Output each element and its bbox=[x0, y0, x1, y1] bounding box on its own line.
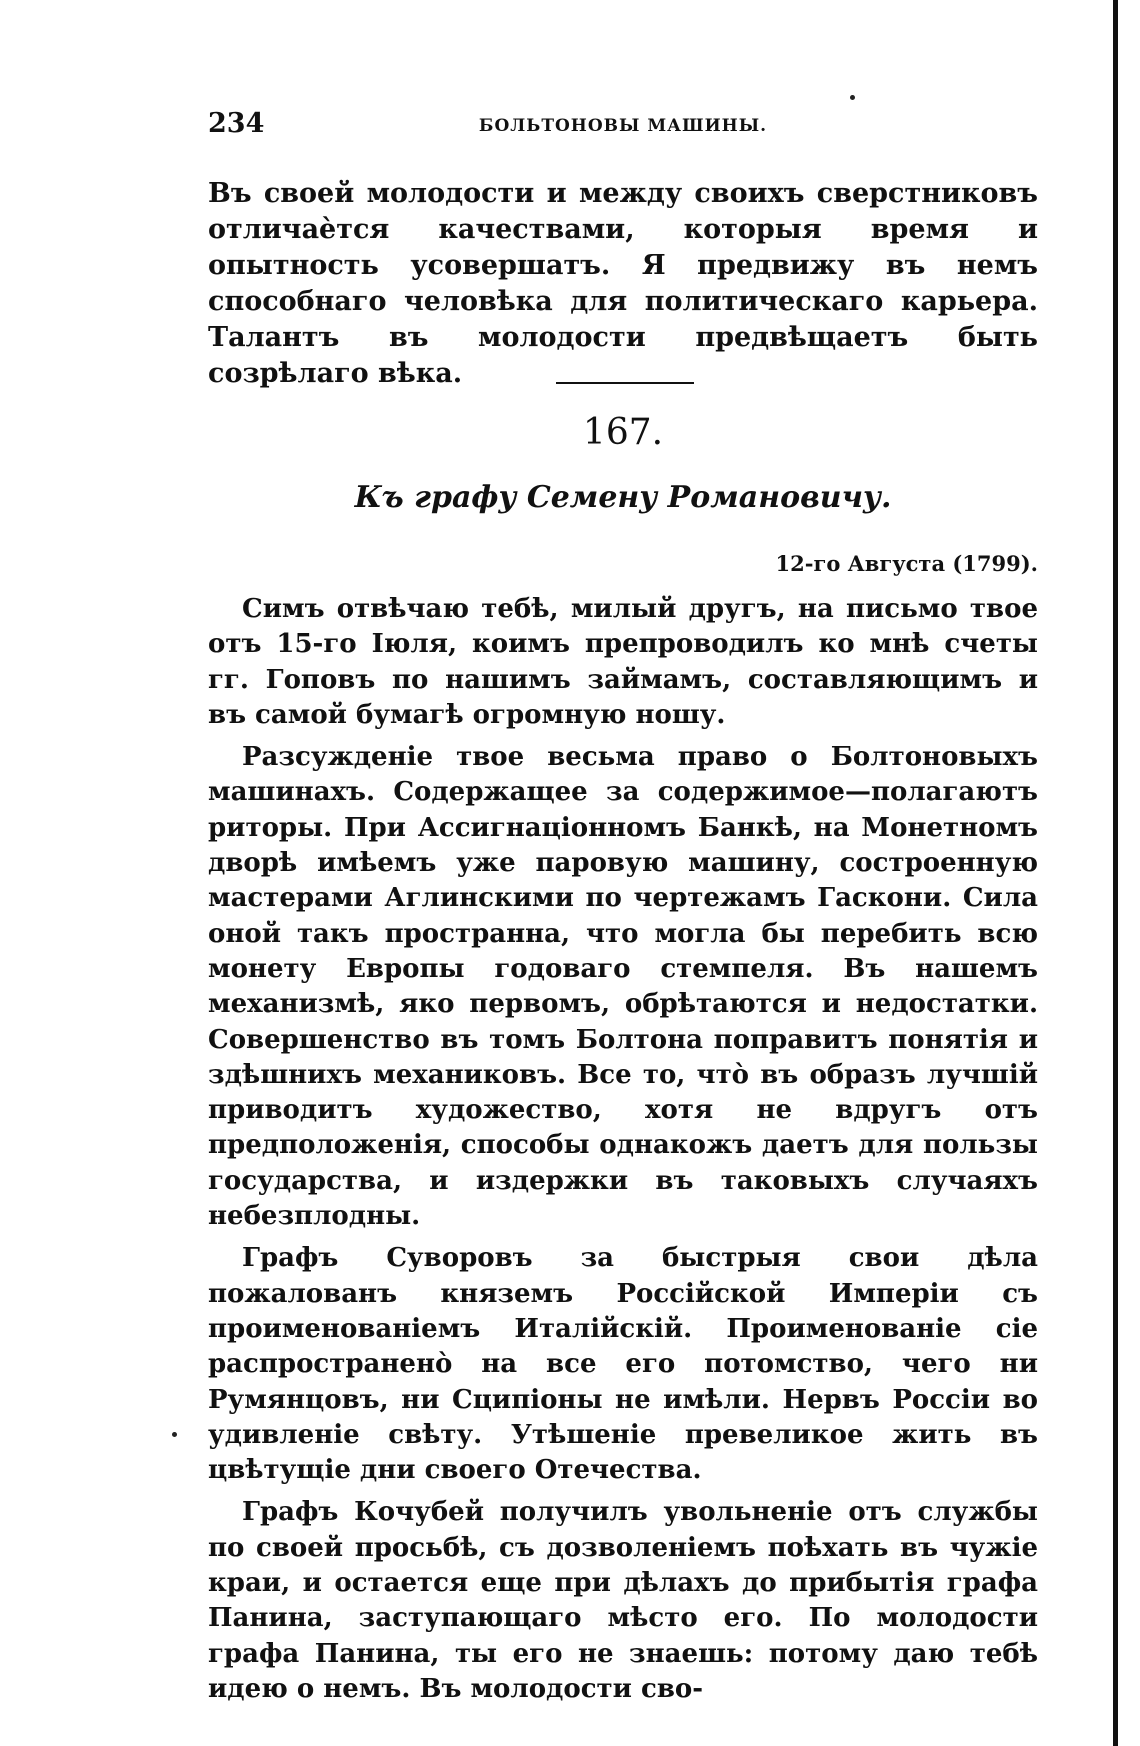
body-paragraph: Графъ Суворовъ за быстрыя свои дѣла пожалованъ княземъ Россійской Имперіи съ проименованіемъ Италійскій. Проименованіе сіе распространенὸ на все его потомство, чего ни Румянцовъ, ни Сципіоны не имѣли. Нервъ Россіи во удивленіе свѣту. Утѣшеніе превеликое жить въ цвѣтущіе дни своего Отечества. bbox=[208, 1243, 1038, 1486]
letter-number: 167. bbox=[582, 412, 664, 453]
print-speck bbox=[850, 95, 855, 100]
running-title: БОЛЬТОНОВЫ МАШИНЫ. bbox=[478, 116, 768, 136]
section-divider bbox=[556, 382, 694, 384]
body-paragraph: Разсужденіе твое весьма право о Болтоновыхъ машинахъ. Содержащее за содержимое—полагаютъ риторы. При Ассигнаціонномъ Банкѣ, на Монетномъ дворѣ имѣемъ уже паровую машину, состроенную мастерами Аглинскими по чертежамъ Гаскони. Сила оной такъ пространна, что могла бы перебить всю монету Европы годоваго стемпеля. Въ нашемъ механизмѣ, яко первомъ, обрѣтаются и недостатки. Совершенство въ томъ Болтона поправитъ понятія и здѣшнихъ механиковъ. Все то, чтὸ въ образъ лучшій приводитъ художество, хотя не вдругъ отъ предположенія, способы однакожъ даетъ для пользы государства, и издержки въ таковыхъ случаяхъ небезплодны. bbox=[208, 742, 1038, 1232]
letter-date: 12-го Августа (1799). bbox=[775, 551, 1038, 576]
continued-paragraph: Въ своей молодости и между своихъ сверстниковъ отличаѐтся качествами, которыя время и опытность усовершатъ. Я предвижу въ немъ способнаго человѣка для политическаго карьера. Талантъ въ молодости предвѣщаетъ быть созрѣлаго вѣка. bbox=[208, 178, 1038, 389]
page-number: 234 bbox=[208, 108, 265, 139]
print-speck bbox=[172, 1432, 177, 1437]
letter-body bbox=[208, 592, 1038, 1714]
body-paragraph: Графъ Кочубей получилъ увольненіе отъ службы по своей просьбѣ, съ дозволеніемъ поѣхать въ чужіе краи, и остается еще при дѣлахъ до прибытія графа Панина, заступающаго мѣсто его. По молодости графа Панина, ты его не знаешь: потому даю тебѣ идею о немъ. Въ молодости сво- bbox=[208, 1497, 1038, 1704]
page-edge-rule bbox=[1113, 0, 1118, 1746]
body-paragraph: Симъ отвѣчаю тебѣ, милый другъ, на письмо твое отъ 15-го Іюля, коимъ препроводилъ ко мнѣ счеты гг. Гоповъ по нашимъ займамъ, составляющимъ и въ самой бумагѣ огромную ношу. bbox=[208, 594, 1038, 730]
page-header bbox=[208, 108, 1038, 148]
letter-addressee: Къ графу Семену Романовичу. bbox=[354, 480, 892, 515]
